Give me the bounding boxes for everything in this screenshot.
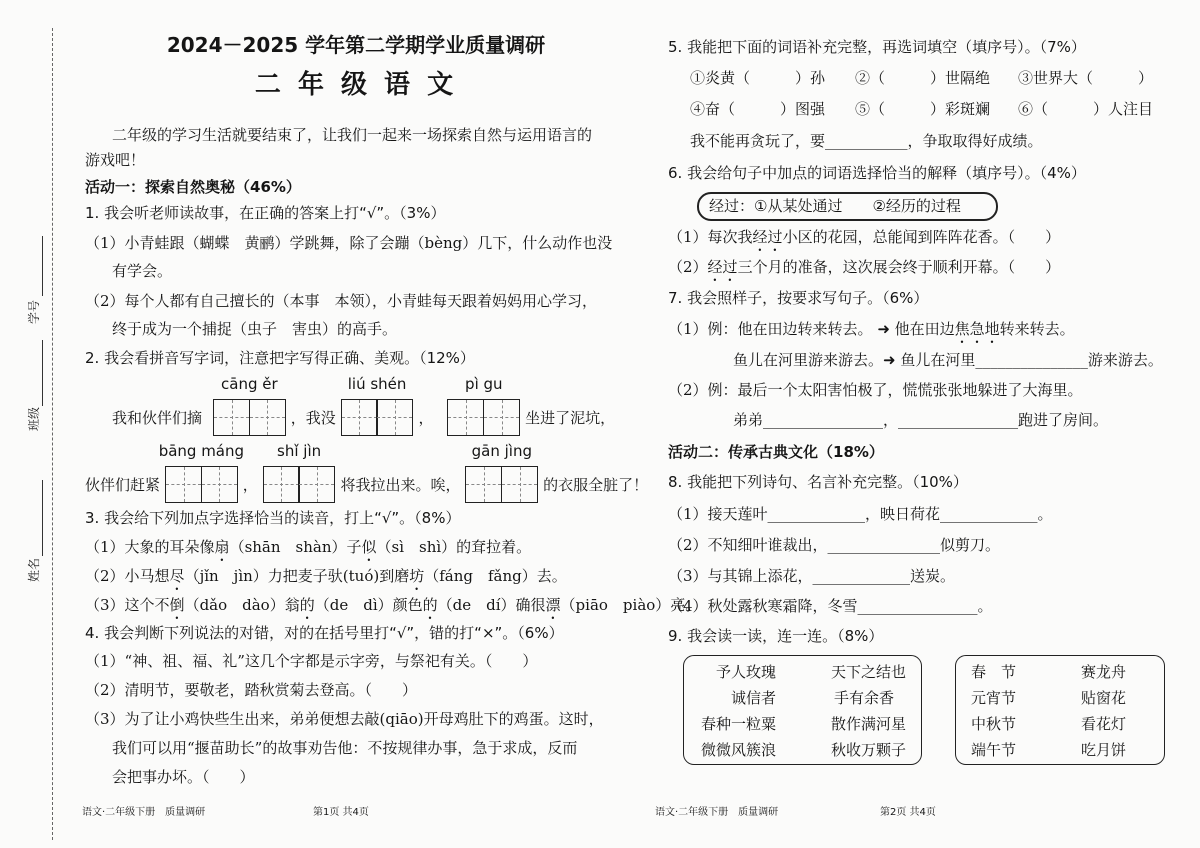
pinyin: pì gu bbox=[465, 374, 503, 393]
q7-task-1: 鱼儿在河里游来游去。➜ 鱼儿在河里_______________游来游去。 bbox=[733, 351, 1163, 369]
match-item-left: 春种一粒粟 bbox=[700, 715, 776, 733]
text-segment: （de dí）确很 bbox=[437, 596, 546, 614]
pinyin: gān jìng bbox=[471, 441, 532, 460]
text-segment: （piāo piào）亮。 bbox=[560, 596, 701, 614]
match-item-left: 元宵节 bbox=[971, 689, 1017, 707]
text-segment: （fáng fǎng）去。 bbox=[424, 567, 567, 585]
tianzige-box bbox=[483, 399, 520, 436]
text-segment: （1）例：他在田边转来转去。 ➜ 他在田边 bbox=[668, 320, 955, 338]
tianzige-group bbox=[447, 374, 520, 436]
match-item-right: 看花灯 bbox=[1081, 715, 1127, 733]
text-segment: ， bbox=[242, 475, 258, 494]
text-segment: （1）大象的耳朵像 bbox=[85, 538, 215, 556]
q1-item-line: 有学会。 bbox=[112, 262, 173, 280]
text-segment: （jǐn jìn）力把麦子驮(tuó)到磨 bbox=[184, 567, 410, 585]
q5-word-item: ⑥（ ）人注目 bbox=[1018, 100, 1154, 118]
q9-matching-box-sayings bbox=[683, 655, 922, 765]
activity-2-heading: 活动二：传承古典文化（18%） bbox=[668, 443, 884, 461]
q5-title: 5. 我能把下面的词语补充完整，再选词填空（填序号）。（7%） bbox=[668, 38, 1086, 56]
text-segment: （1）每次我 bbox=[668, 228, 753, 246]
q9-matching-box-festivals bbox=[955, 655, 1165, 765]
dotted-word: 坊 bbox=[409, 567, 425, 585]
class-label: 班级 bbox=[27, 407, 41, 432]
dotted-word: 焦急地 bbox=[954, 320, 1000, 338]
binding-cut-line bbox=[52, 28, 53, 840]
student-no-write-line bbox=[42, 236, 43, 296]
exam-subtitle: 二 年 级 语 文 bbox=[254, 70, 458, 100]
q8-item-line: （1）接天莲叶_____________，映日荷花_____________。 bbox=[668, 505, 1053, 523]
text-segment: （de dì）颜色 bbox=[314, 596, 423, 614]
class-write-line bbox=[42, 340, 43, 406]
q1-item-line: （1）小青蛙跟（蝴蝶 黄鹂）学跳舞，除了会蹦（bèng）几下，什么动作也没 bbox=[85, 234, 613, 252]
q3-item-line bbox=[85, 567, 567, 594]
text-segment: （dǎo dào）翁 bbox=[184, 596, 300, 614]
text-segment: （2） bbox=[668, 258, 708, 276]
footer-page-number: 第1页 共4页 bbox=[313, 807, 369, 818]
pinyin: liú shén bbox=[347, 374, 407, 393]
q4-item-line: 我们可以用“揠苗助长”的故事劝告他：不按规律办事，急于求成，反而 bbox=[112, 739, 578, 757]
q1-item-line: （2）每个人都有自己擅长的（本事 本领），小青蛙每天跟着妈妈用心学习， bbox=[85, 292, 598, 310]
q3-title: 3. 我会给下列加点字选择恰当的读音，打上“√”。（8%） bbox=[85, 509, 461, 527]
tianzige-box bbox=[465, 466, 502, 503]
q8-title: 8. 我能把下列诗句、名言补充完整。（10%） bbox=[668, 473, 968, 491]
q2-row-1 bbox=[112, 374, 616, 436]
dotted-word: 尽 bbox=[169, 567, 185, 585]
tianzige-group bbox=[341, 374, 414, 436]
text-segment: ， bbox=[418, 408, 434, 427]
q4-item-line: （1）“神、祖、福、礼”这几个字都是示字旁，与祭祀有关。（ ） bbox=[85, 652, 538, 670]
text-segment: （2）小马想 bbox=[85, 567, 170, 585]
name-label: 姓名 bbox=[27, 558, 41, 583]
tianzige-group bbox=[465, 441, 538, 503]
student-no-label: 学号 bbox=[27, 300, 41, 325]
text-segment: 伙伴们赶紧 bbox=[85, 475, 161, 494]
tianzige-box bbox=[213, 399, 250, 436]
dotted-word: 经过 bbox=[752, 228, 783, 246]
tianzige-group bbox=[158, 441, 245, 503]
activity-1-heading: 活动一：探索自然奥秘（46%） bbox=[85, 178, 301, 196]
q7-example-2: （2）例：最后一个太阳害怕极了，慌慌张张地躲进了大海里。 bbox=[668, 381, 1083, 399]
footer-subject: 语文·二年级下册 质量调研 bbox=[655, 807, 779, 818]
text-segment: 三个月的准备，这次展会终于顺利开幕。（ ） bbox=[737, 258, 1061, 276]
dotted-word: 的 bbox=[299, 596, 315, 614]
intro-line: 游戏吧！ bbox=[85, 151, 146, 169]
footer-page-number: 第2页 共4页 bbox=[880, 807, 936, 818]
tianzige-box bbox=[376, 399, 413, 436]
q7-title: 7. 我会照样子，按要求写句子。（6%） bbox=[668, 289, 929, 307]
q5-word-item: ⑤（ ）彩斑斓 bbox=[855, 100, 991, 118]
q2-row-2 bbox=[85, 441, 649, 503]
pinyin: cāng ěr bbox=[221, 374, 278, 393]
q5-word-item: ④奋（ ）图强 bbox=[690, 100, 826, 118]
pinyin: bāng máng bbox=[158, 441, 245, 460]
text-segment: （shān shàn）子 bbox=[229, 538, 362, 556]
pinyin: shǐ jìn bbox=[277, 441, 322, 460]
dotted-word: 倒 bbox=[169, 596, 185, 614]
q4-item-line: 会把事办坏。（ ） bbox=[112, 768, 255, 786]
q5-word-item: ②（ ）世隔绝 bbox=[855, 69, 991, 87]
tianzige-box bbox=[341, 399, 378, 436]
match-item-right: 赛龙舟 bbox=[1081, 663, 1127, 681]
q5-word-item: ③世界大（ ） bbox=[1018, 69, 1154, 87]
q6-title: 6. 我会给句子中加点的词语选择恰当的解释（填序号）。（4%） bbox=[668, 164, 1086, 182]
match-item-right: 秋收万颗子 bbox=[831, 741, 907, 759]
tianzige-box bbox=[263, 466, 300, 503]
q4-item-line: （3）为了让小鸡快些生出来，弟弟便想去敲(qiāo)开母鸡肚下的鸡蛋。这时， bbox=[85, 710, 604, 728]
tianzige-group bbox=[213, 374, 286, 436]
q6-item-line bbox=[668, 258, 1060, 285]
q4-title: 4. 我会判断下列说法的对错，对的在括号里打“√”，错的打“×”。（6%） bbox=[85, 624, 564, 642]
match-item-left: 诚信者 bbox=[730, 689, 776, 707]
text-segment: 坐进了泥坑， bbox=[525, 408, 616, 427]
text-segment: 的衣服全脏了！ bbox=[543, 475, 649, 494]
text-segment: 将我拉出来。唉， bbox=[340, 475, 461, 494]
text-segment: （3）这个不 bbox=[85, 596, 170, 614]
tianzige-box bbox=[447, 399, 484, 436]
q8-item-line: （4）秋处露秋寒霜降，冬雪________________。 bbox=[668, 597, 993, 615]
q1-item-line: 终于成为一个捕捉（虫子 害虫）的高手。 bbox=[112, 320, 398, 338]
match-item-right: 天下之结也 bbox=[831, 663, 907, 681]
tianzige-box bbox=[165, 466, 202, 503]
tianzige-box bbox=[298, 466, 335, 503]
match-item-right: 贴窗花 bbox=[1081, 689, 1127, 707]
tianzige-box bbox=[201, 466, 238, 503]
q1-title: 1. 我会听老师读故事，在正确的答案上打“√”。（3%） bbox=[85, 204, 446, 222]
tianzige-box bbox=[501, 466, 538, 503]
q8-item-line: （2）不知细叶谁裁出，_______________似剪刀。 bbox=[668, 536, 1001, 554]
tianzige-group bbox=[263, 441, 336, 503]
q4-item-line: （2）清明节，要敬老，踏秋赏菊去登高。（ ） bbox=[85, 681, 418, 699]
dotted-word: 漂 bbox=[545, 596, 561, 614]
text-segment: 我和伙伴们摘 bbox=[112, 408, 203, 427]
dotted-word: 似 bbox=[361, 538, 377, 556]
q3-item-line bbox=[85, 596, 700, 623]
match-item-left: 予人玫瑰 bbox=[715, 663, 776, 681]
intro-line: 二年级的学习生活就要结束了，让我们一起来一场探索自然与运用语言的 bbox=[112, 126, 593, 144]
q6-item-line bbox=[668, 228, 1060, 255]
q8-item-line: （3）与其锦上添花，_____________送炭。 bbox=[668, 567, 956, 585]
dotted-word: 经过 bbox=[707, 258, 738, 276]
tianzige-box bbox=[249, 399, 286, 436]
exam-title: 2024－2025 学年第二学期学业质量调研 bbox=[166, 33, 546, 57]
name-write-line bbox=[42, 480, 43, 556]
match-item-left: 中秋节 bbox=[971, 715, 1017, 733]
q5-word-item: ①炎黄（ ）孙 bbox=[690, 69, 826, 87]
match-item-right: 散作满河星 bbox=[831, 715, 907, 733]
match-item-right: 吃月饼 bbox=[1081, 741, 1127, 759]
dotted-word: 扇 bbox=[214, 538, 230, 556]
q9-title: 9. 我会读一读，连一连。（8%） bbox=[668, 627, 884, 645]
q2-title: 2. 我会看拼音写字词，注意把字写得正确、美观。（12%） bbox=[85, 349, 475, 367]
match-item-right: 手有余香 bbox=[834, 689, 895, 707]
q3-item-line bbox=[85, 538, 531, 565]
text-segment: （sì shì）的耷拉着。 bbox=[376, 538, 532, 556]
q5-fill-sentence: 我不能再贪玩了，要___________，争取取得好成绩。 bbox=[690, 132, 1043, 150]
text-segment: 转来转去。 bbox=[999, 320, 1075, 338]
text-segment: ，我没 bbox=[290, 408, 336, 427]
match-item-left: 端午节 bbox=[971, 741, 1017, 759]
q7-example-1 bbox=[668, 320, 1075, 347]
match-item-left: 微微风簇浪 bbox=[700, 741, 776, 759]
footer-subject: 语文·二年级下册 质量调研 bbox=[82, 807, 206, 818]
text-segment: 小区的花园，总能闻到阵阵花香。（ ） bbox=[782, 228, 1061, 246]
match-item-left: 春 节 bbox=[971, 663, 1017, 681]
q7-task-2: 弟弟________________，________________跑进了房间。 bbox=[733, 411, 1109, 429]
q6-definition-box: 经过：①从某处通过 ②经历的过程 bbox=[697, 192, 998, 221]
dotted-word: 的 bbox=[422, 596, 438, 614]
